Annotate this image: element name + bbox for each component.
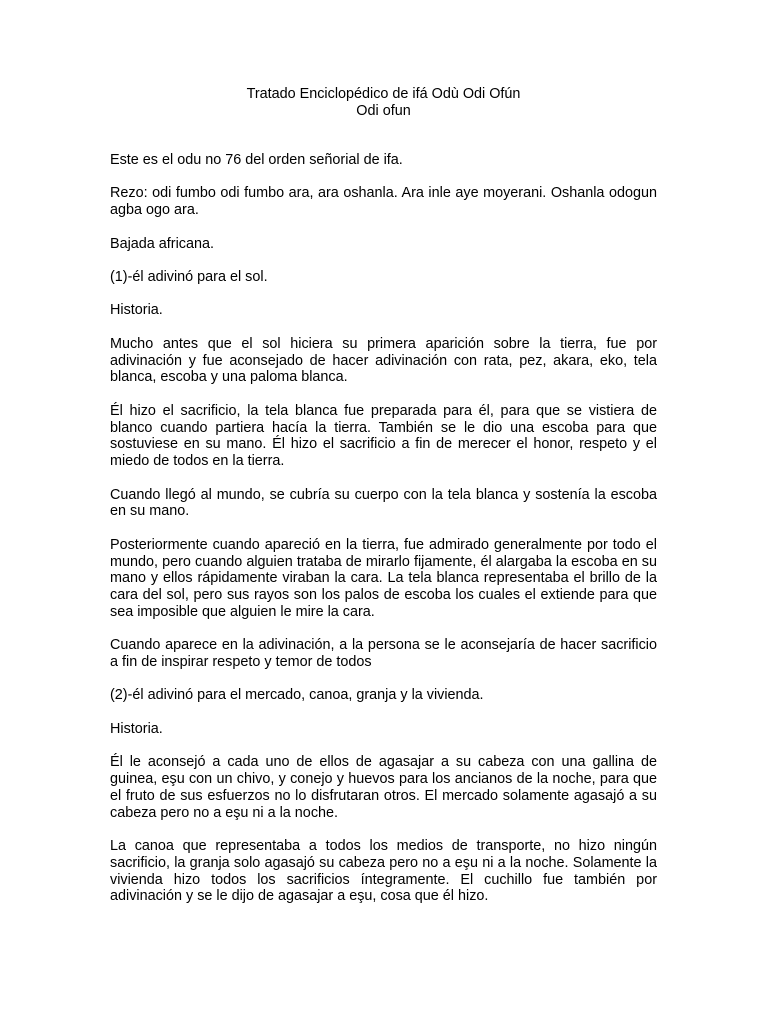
- paragraph: Historia.: [110, 302, 163, 319]
- paragraph: Bajada africana.: [110, 235, 215, 252]
- paragraph: Cuando llegó al mundo, se cubría su cuerpo con la tela blanca y sostenía la escoba en su mano.: [110, 486, 657, 520]
- paragraph: (2)-él adivinó para el mercado, canoa, granja y la vivienda.: [110, 687, 484, 704]
- paragraph: Él hizo el sacrificio, la tela blanca fue preparada para él, para que se vistiera de blanco cuando partiera hacía la tierra. También se le dio una escoba para que sostuviese en su mano. Él hizo el sacrificio a fin de merecer el honor, respeto y el miedo de todos en la tierra.: [110, 402, 657, 470]
- paragraph: Cuando aparece en la adivinación, a la persona se le aconsejaría de hacer sacrificio a fin de inspirar respeto y temor de todos: [110, 637, 657, 671]
- paragraph: Mucho antes que el sol hiciera su primera aparición sobre la tierra, fue por adivinación y fue aconsejado de hacer adivinación con rata, pez, akara, eko, tela blanca, escoba y una paloma blanca.: [110, 335, 657, 386]
- paragraph: Él le aconsejó a cada uno de ellos de agasajar a su cabeza con una gallina de guinea, eşu con un chivo, y conejo y huevos para los ancianos de la noche, para que el fruto de sus esfuerzos no lo disfrutaran otros. El mercado solamente agasajó a su cabeza pero no a eşu ni a la noche.: [110, 754, 657, 821]
- paragraph: (1)-él adivinó para el sol.: [110, 268, 268, 285]
- paragraph: Rezo: odi fumbo odi fumbo ara, ara oshanla. Ara inle aye moyerani. Oshanla odogun agba ogo ara.: [110, 185, 657, 219]
- document-subtitle: Odi ofun: [356, 103, 411, 119]
- document-body: [110, 152, 657, 922]
- paragraph: Historia.: [110, 720, 163, 737]
- paragraph: Posteriormente cuando apareció en la tierra, fue admirado generalmente por todo el mundo, pero cuando alguien trataba de mirarlo fijamente, él alargaba la escoba en su mano y ellos rápidamente viraban la cara. La tela blanca representaba el brillo de la cara del sol, pero sus rayos son los palos de escoba los cuales el extiende para que sea imposible que alguien le mire la cara.: [110, 536, 657, 620]
- paragraph: Este es el odu no 76 del orden señorial de ifa.: [110, 152, 403, 168]
- document-title: Tratado Enciclopédico de ifá Odù Odi Ofún: [246, 86, 521, 102]
- paragraph: La canoa que representaba a todos los medios de transporte, no hizo ningún sacrificio, la granja solo agasajó su cabeza pero no a eşu ni a la noche. Solamente la vivienda hizo todos los sacrificios íntegramente. El cuchillo fue también por adivinación y se le dijo de agasajar a eşu, cosa que él hizo.: [110, 838, 657, 905]
- document-header: [110, 86, 657, 120]
